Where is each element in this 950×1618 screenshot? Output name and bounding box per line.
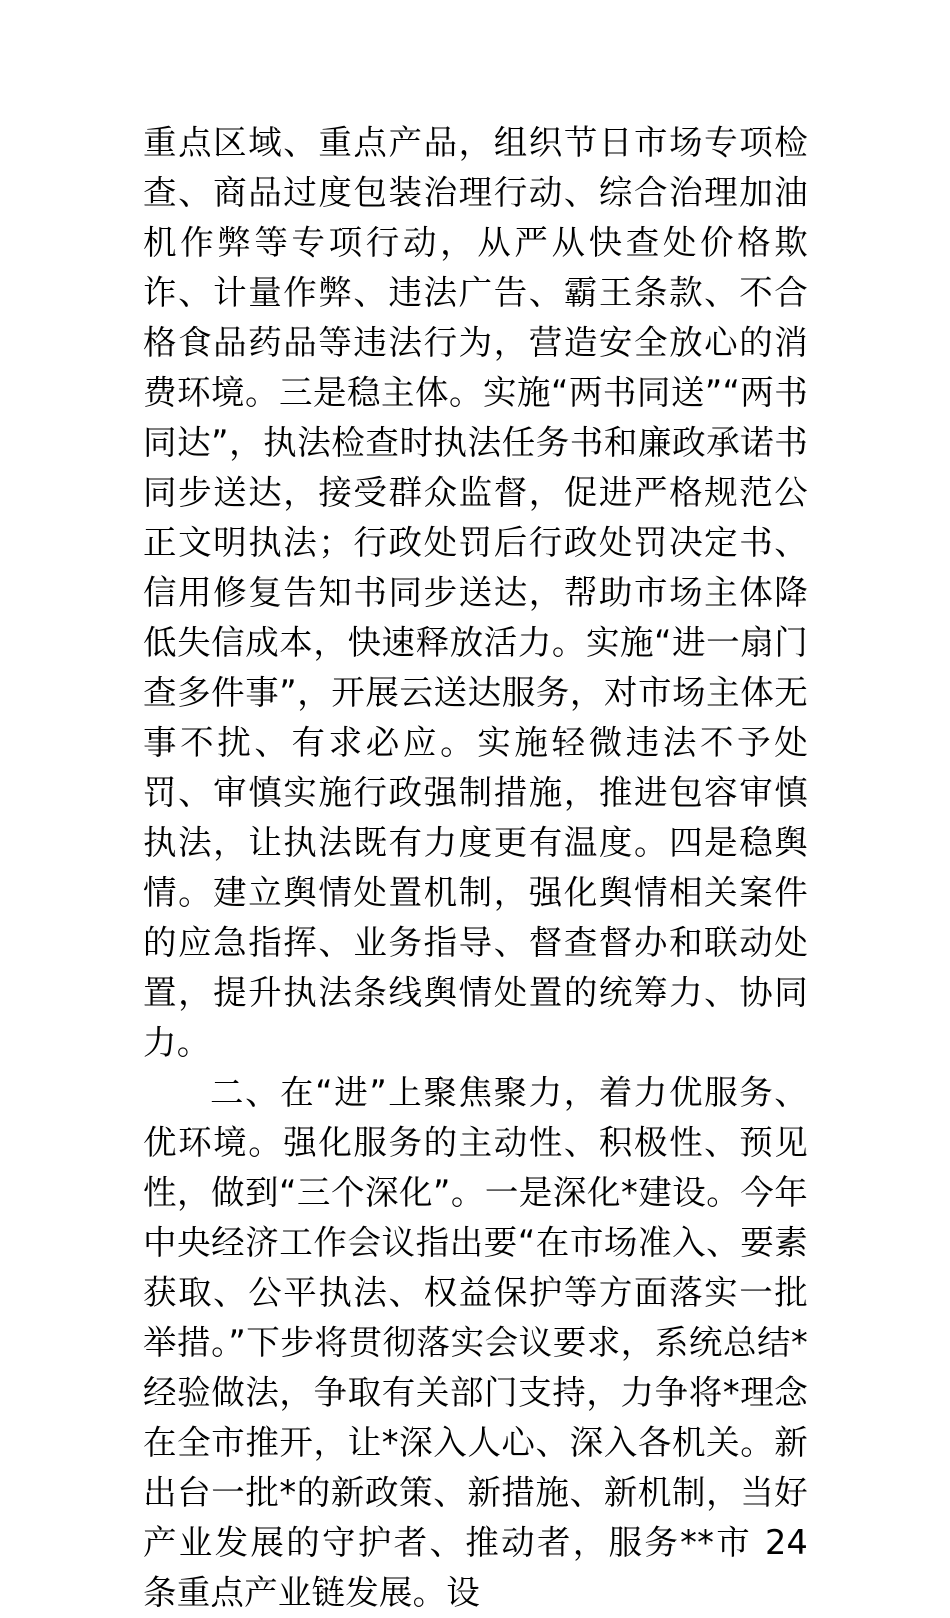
document-text-body (143, 118, 808, 1618)
paragraph-section-two: 二、在“进”上聚焦聚力，着力优服务、优环境。强化服务的主动性、积极性、预见性，做到“三个深化”。一是深化*建设。今年中央经济工作会议指出要“在市场准入、要素获取、公平执法、权益保护等方面落实一批举措。”下步将贯彻落实会议要求，系统总结*经验做法，争取有关部门支持，力争将*理念在全市推开，让*深入人心、深入各机关。新出台一批*的新政策、新措施、新机制，当好产业发展的守护者、推动者，服务**市 24 条重点产业链发展。设 (143, 1073, 808, 1612)
paragraph-continued: 重点区域、重点产品，组织节日市场专项检查、商品过度包装治理行动、综合治理加油机作弊等专项行动，从严从快查处价格欺诈、计量作弊、违法广告、霸王条款、不合格食品药品等违法行为，营造安全放心的消费环境。三是稳主体。实施“两书同送”“两书同达”，执法检查时执法任务书和廉政承诺书同步送达，接受群众监督，促进严格规范公正文明执法；行政处罚后行政处罚决定书、信用修复告知书同步送达，帮助市场主体降低失信成本，快速释放活力。实施“进一扇门查多件事”，开展云送达服务，对市场主体无事不扰、有求必应。实施轻微违法不予处罚、审慎实施行政强制措施，推进包容审慎执法，让执法既有力度更有温度。四是稳舆情。建立舆情处置机制，强化舆情相关案件的应急指挥、业务指导、督查督办和联动处置，提升执法条线舆情处置的统筹力、协同力。 (143, 123, 808, 1062)
